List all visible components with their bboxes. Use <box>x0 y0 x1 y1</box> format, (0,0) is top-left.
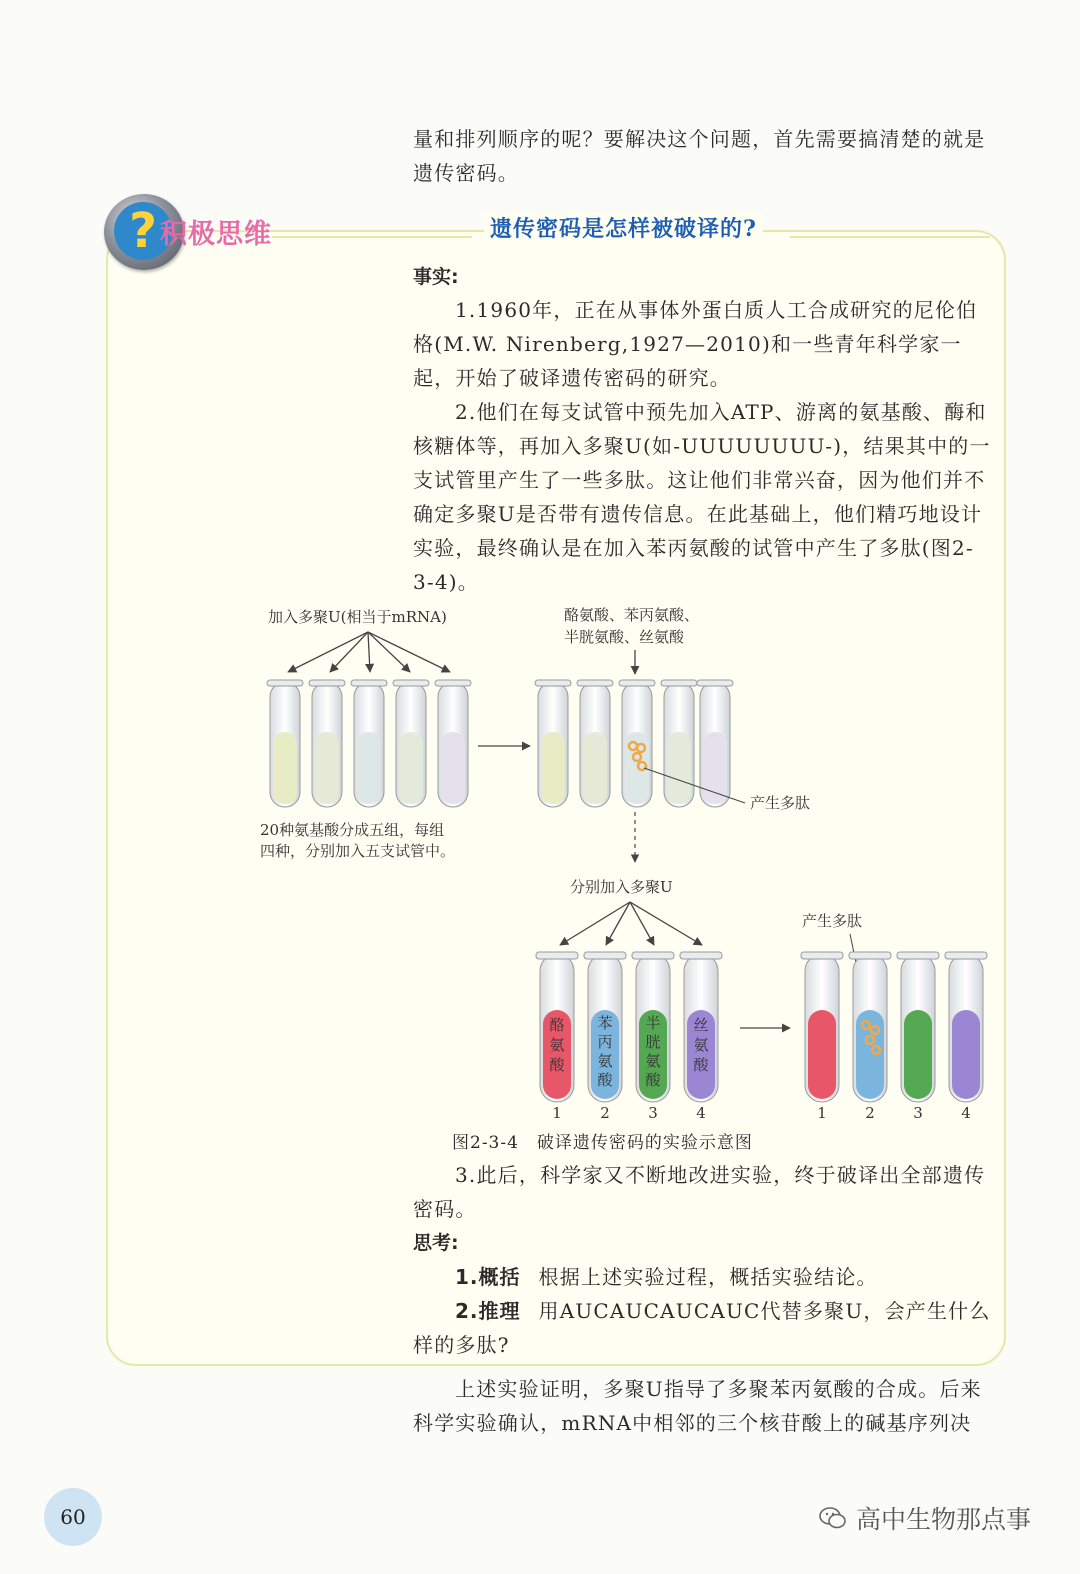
think-heading: 思考: <box>413 1232 459 1254</box>
section-badge-label: 积极思维 <box>160 219 272 250</box>
test-tube-tyr <box>801 952 843 1102</box>
figure-caption: 图2-3-4 破译遗传密码的实验示意图 <box>452 1133 753 1153</box>
fig-produce-label-2: 产生多肽 <box>802 912 863 930</box>
tube-number: 4 <box>696 1104 706 1122</box>
facts-section <box>413 266 993 599</box>
title-divider-right <box>790 236 990 238</box>
wechat-icon <box>818 1505 848 1531</box>
test-tube-ser <box>945 952 987 1102</box>
test-tube <box>435 680 471 807</box>
tube-number: 3 <box>913 1104 923 1122</box>
test-tube-phe-with-peptide <box>849 952 891 1102</box>
test-tube <box>393 680 429 807</box>
tube-number: 4 <box>961 1104 971 1122</box>
question-2-text: 用AUCAUCAUCAUC代替多聚U，会产生什么样的多肽? <box>413 1299 991 1357</box>
experiment-figure <box>250 600 1010 1125</box>
wechat-watermark <box>818 1500 1031 1536</box>
page-number: 60 <box>44 1488 102 1546</box>
tube-number: 1 <box>817 1104 827 1122</box>
box-title: 遗传密码是怎样被破译的? <box>484 212 763 243</box>
watermark-text: 高中生物那点事 <box>856 1505 1032 1534</box>
test-tube <box>577 680 613 807</box>
tube-number: 1 <box>552 1104 562 1122</box>
fact-2: 2.他们在每支试管中预先加入ATP、游离的氨基酸、酶和核糖体等，再加入多聚U(如-UUUUUUUU-)，结果其中的一支试管里产生了一些多肽。这让他们非常兴奋，因为他们并不确定多聚U是否带有遗传信息。在此基础上，他们精巧地设计实验，最终确认是在加入苯丙氨酸的试管中产生了多肽(图2-3-4)。 <box>413 400 991 594</box>
question-1-label: 1.概括 <box>455 1265 521 1289</box>
conclusion-text: 上述实验证明，多聚U指导了多聚苯丙氨酸的合成。后来科学实验确认，mRNA中相邻的三个核苷酸上的碱基序列决 <box>413 1377 982 1435</box>
test-tube-with-peptide <box>619 680 655 807</box>
tube-group-top-left <box>267 680 471 807</box>
think-section <box>413 1226 993 1362</box>
tube-label-phe: 苯丙氨酸 <box>597 1014 613 1089</box>
fig-note-line-1: 20种氨基酸分成五组，每组 <box>260 821 445 839</box>
fact-3: 3.此后，科学家又不断地改进实验，终于破译出全部遗传密码。 <box>413 1163 986 1221</box>
test-tube <box>267 680 303 807</box>
question-2-label: 2.推理 <box>455 1299 521 1323</box>
test-tube <box>309 680 345 807</box>
fig-top-right-label-2: 半胱氨酸、丝氨酸 <box>564 628 685 646</box>
tube-number: 3 <box>648 1104 658 1122</box>
fig-note-line-2: 四种，分别加入五支试管中。 <box>260 842 456 860</box>
fig-top-right-label-1: 酪氨酸、苯丙氨酸、 <box>564 606 700 624</box>
fan-arrows-bottom <box>560 902 702 945</box>
test-tube <box>535 680 571 807</box>
fan-arrows-top <box>288 632 450 672</box>
intro-line-2: 遗传密码。 <box>413 161 519 185</box>
tube-group-top-right <box>535 680 733 807</box>
title-divider-left <box>272 236 472 238</box>
fig-produce-label-1: 产生多肽 <box>750 794 811 812</box>
question-1-text: 根据上述实验过程，概括实验结论。 <box>538 1265 878 1289</box>
intro-text <box>413 122 1013 190</box>
test-tube <box>661 680 697 807</box>
facts-heading: 事实: <box>413 266 459 288</box>
question-1 <box>413 1260 993 1294</box>
question-mark-icon: ? <box>114 202 172 260</box>
fig-middle-label: 分别加入多聚U <box>570 878 673 896</box>
question-2 <box>413 1294 993 1362</box>
tube-number: 2 <box>865 1104 875 1122</box>
tube-group-bottom-right <box>801 952 987 1102</box>
fig-top-left-label: 加入多聚U(相当于mRNA) <box>268 608 447 626</box>
test-tube-cys <box>897 952 939 1102</box>
tube-label-ser: 丝氨酸 <box>693 1016 709 1074</box>
test-tube <box>351 680 387 807</box>
intro-line-1: 量和排列顺序的呢？要解决这个问题，首先需要搞清楚的就是 <box>413 127 986 151</box>
tube-label-cys: 半胱氨酸 <box>645 1014 661 1089</box>
fact-1: 1.1960年，正在从事体外蛋白质人工合成研究的尼伦伯格(M.W. Nirenberg,1927—2010)和一些青年科学家一起，开始了破译遗传密码的研究。 <box>413 298 978 390</box>
tube-label-tyr: 酪氨酸 <box>549 1016 565 1074</box>
tube-number: 2 <box>600 1104 610 1122</box>
